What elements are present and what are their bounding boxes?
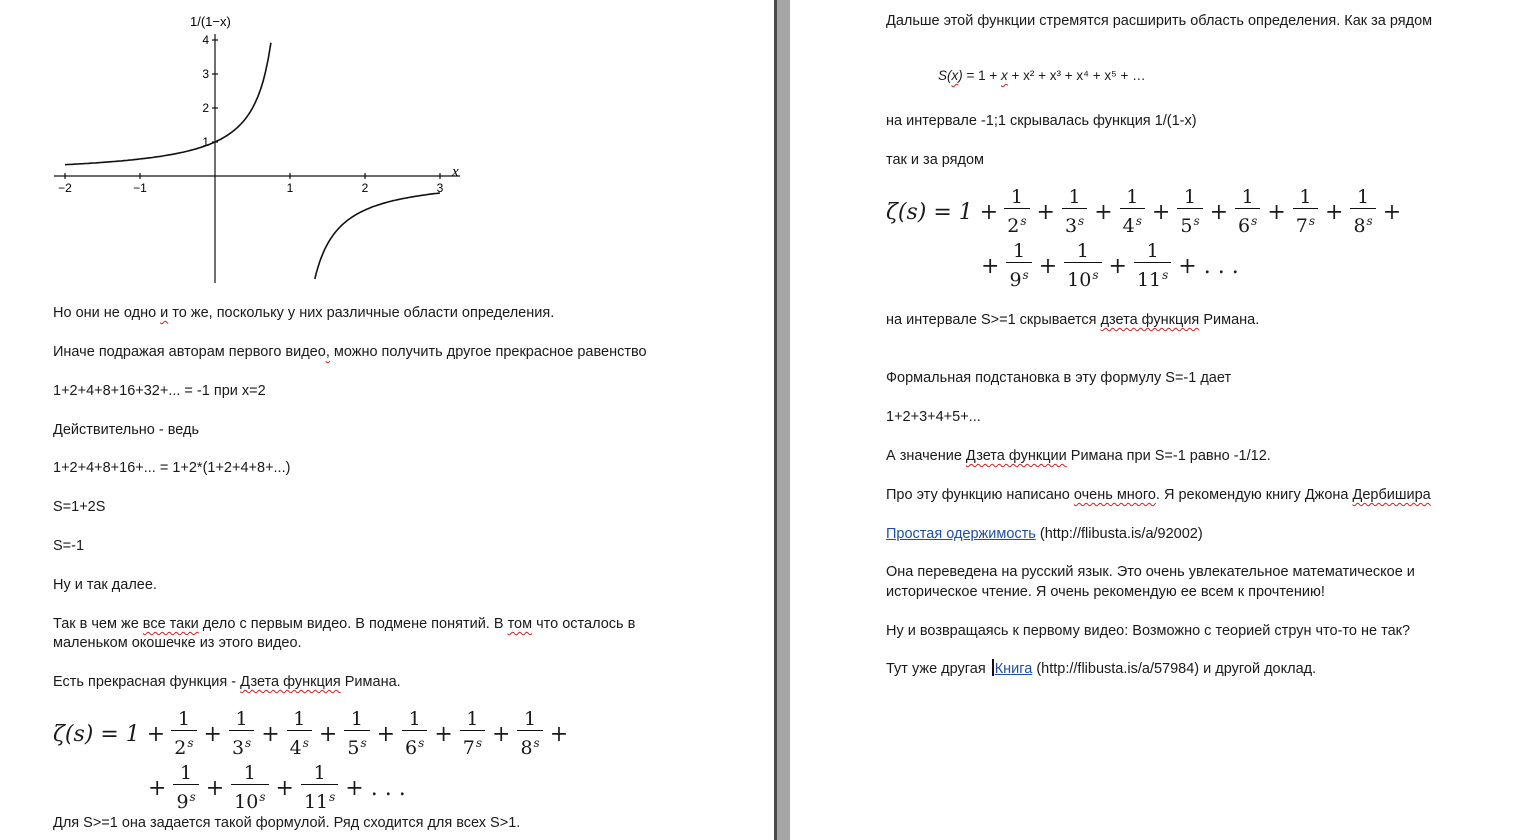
ellipsis: + . . .	[1178, 253, 1239, 279]
fraction-numerator: 1	[466, 708, 479, 730]
fraction-numerator: 1	[313, 762, 326, 784]
row1-fraction-0	[1004, 186, 1029, 238]
row1-fraction-5	[1293, 186, 1318, 238]
plus-sign: +	[205, 775, 225, 801]
x-tick-label: −1	[133, 181, 147, 195]
paragraph-book-link: Простая одержимость (http://flibusta.is/a/92002)	[886, 526, 1203, 542]
row1-fraction-2	[1120, 186, 1145, 238]
plus-sign: +	[1382, 199, 1402, 225]
row2-fraction-0	[173, 762, 198, 814]
fraction-denominator: 3$^s$	[1062, 208, 1087, 238]
paragraph-extend-domain: Дальше этой функции стремятся расширить область определения. Как за рядом	[886, 13, 1433, 29]
book-link-prime-obsession[interactable]: Простая одержимость	[886, 526, 1036, 542]
fraction-exponent: s	[360, 736, 367, 750]
fraction-denominator: 2$^s$	[1004, 208, 1029, 238]
equation-line-1: 1+2+4+8+16+32+... = -1 при x=2	[53, 383, 266, 399]
fraction-exponent: s	[245, 736, 252, 750]
fraction-denominator: 5$^s$	[344, 730, 369, 760]
fraction-exponent: s	[418, 736, 425, 750]
row1-fraction-6	[1350, 186, 1375, 238]
fraction-denominator: 10$^s$	[231, 784, 268, 814]
fraction-exponent: s	[1020, 214, 1027, 228]
paragraph-book-recommend: Про эту функцию написано очень много. Я рекомендую книгу Джона Дербишира	[886, 487, 1431, 503]
fraction-numerator: 1	[1146, 240, 1159, 262]
paragraph-translated-line-2: историческое чтение. Я очень рекомендую ее всем к прочтению!	[886, 584, 1325, 600]
fraction-denominator: 7$^s$	[1293, 208, 1318, 238]
graph-ticks	[58, 33, 444, 195]
plus-sign: +	[1325, 199, 1344, 225]
fraction-numerator: 1	[1357, 186, 1370, 208]
paragraph-question-line-2: маленьком окошечке из этого видео.	[53, 635, 302, 651]
plus-sign: +	[1036, 199, 1055, 225]
zeta-row-2	[978, 238, 1242, 294]
paragraph-translated-line-1: Она переведена на русский язык. Это очень увлекательное математическое и	[886, 564, 1415, 580]
fraction-numerator: 1	[1241, 186, 1254, 208]
plus-sign: +	[434, 721, 453, 747]
row1-fraction-1	[229, 708, 254, 760]
curve-branch-left	[65, 43, 271, 165]
plus-sign: +	[275, 775, 294, 801]
fraction-exponent: s	[1135, 214, 1142, 228]
paragraph-convergence: Для S>=1 она задается такой формулой. Ряд сходится для всех S>1.	[53, 815, 521, 831]
fraction-numerator: 1	[180, 762, 193, 784]
zeta-terms-row-1	[167, 708, 571, 760]
plus-sign: +	[1209, 199, 1229, 225]
fraction-denominator: 6$^s$	[402, 730, 427, 760]
paragraph-question-line-1: Так в чем же все таки дело с первым видео. В подмене понятий. В том что осталось в	[53, 616, 636, 632]
fraction-numerator: 1	[1068, 186, 1081, 208]
zeta-lhs: ζ(s) = 1 +	[53, 721, 166, 747]
fraction-numerator: 1	[177, 708, 190, 730]
y-tick-label: 2	[202, 101, 209, 115]
row2-fraction-1	[231, 762, 268, 814]
paragraph-and-behind: так и за рядом	[886, 152, 985, 168]
fraction-numerator: 1	[1183, 186, 1197, 208]
row2-fraction-2	[301, 762, 338, 814]
fraction-denominator: 10$^s$	[1064, 262, 1101, 292]
paragraph-substitution: Формальная подстановка в эту формулу S=-1 дает	[886, 370, 1232, 386]
text-cursor	[992, 659, 994, 676]
fraction-exponent: s	[1162, 268, 1169, 282]
paragraph-domains: Но они не одно и то же, поскольку у них различные области определения.	[53, 305, 555, 321]
y-tick-label: 4	[202, 33, 209, 47]
function-graph	[40, 8, 480, 288]
paragraph-another-book: Тут уже другая Книга (http://flibusta.is/a/57984) и другой доклад.	[886, 661, 1317, 677]
fraction-exponent: s	[259, 790, 266, 804]
fraction-exponent: s	[302, 736, 309, 750]
row1-fraction-0	[171, 708, 196, 760]
row2-fraction-0	[1006, 240, 1031, 292]
fraction-numerator: 1	[1010, 186, 1023, 208]
series-formula: S(x) = 1 + x + x² + x³ + x⁴ + x⁵ + …	[938, 68, 1146, 83]
fraction-exponent: s	[475, 736, 483, 750]
equation-sum-naturals: 1+2+3+4+5+...	[886, 409, 981, 425]
fraction-exponent: s	[1193, 214, 1200, 228]
fraction-denominator: 5$^s$	[1177, 208, 1202, 238]
fraction-numerator: 1	[243, 762, 256, 784]
fraction-exponent: s	[1022, 268, 1029, 282]
x-tick-label: −2	[58, 181, 72, 195]
row1-fraction-6	[517, 708, 542, 760]
fraction-exponent: s	[533, 736, 540, 750]
y-tick-label: 3	[202, 67, 209, 81]
plus-sign: +	[981, 253, 1000, 279]
equation-line-3: S=1+2S	[53, 499, 106, 515]
equation-line-2: 1+2+4+8+16+... = 1+2*(1+2+4+8+...)	[53, 460, 291, 476]
plus-sign: +	[1267, 199, 1286, 225]
row1-fraction-4	[1235, 186, 1260, 238]
fraction-denominator: 3$^s$	[229, 730, 254, 760]
curve-branch-right	[315, 193, 440, 279]
graph-x-label: x	[452, 164, 459, 180]
graph-y-label: 1/(1−x)	[190, 14, 231, 29]
fraction-exponent: s	[1078, 214, 1085, 228]
zeta-lhs: ζ(s) = 1 +	[886, 199, 999, 225]
fraction-exponent: s	[329, 790, 336, 804]
fraction-exponent: s	[1251, 214, 1258, 228]
zeta-terms-row-1	[1000, 186, 1404, 238]
paragraph-zeta-hidden: на интервале S>=1 скрывается дзета функция Римана.	[886, 312, 1260, 328]
plus-sign: +	[1151, 199, 1171, 225]
fraction-denominator: 11$^s$	[301, 784, 338, 814]
plus-sign: +	[203, 721, 222, 747]
equation-line-4: S=-1	[53, 538, 85, 554]
x-tick-label: 1	[286, 181, 294, 195]
zeta-row-1	[886, 184, 1404, 240]
fraction-numerator: 1	[1013, 240, 1026, 262]
fraction-exponent: s	[187, 736, 194, 750]
row2-fraction-1	[1064, 240, 1101, 292]
page-divider	[774, 0, 790, 840]
plus-sign: +	[261, 721, 280, 747]
fraction-denominator: 11$^s$	[1134, 262, 1171, 292]
fraction-numerator: 1	[1076, 240, 1089, 262]
plus-sign: +	[1038, 253, 1058, 279]
paragraph-zeta-value: А значение Дзета функции Римана при S=-1 равно -1/12.	[886, 448, 1271, 464]
fraction-denominator: 9$^s$	[173, 784, 198, 814]
zeta-terms-row-2	[978, 240, 1242, 292]
paragraph-zeta-intro: Есть прекрасная функция - Дзета функция Римана.	[53, 674, 401, 690]
paragraph-interval-hidden: на интервале -1;1 скрывалась функция 1/(1-x)	[886, 113, 1197, 129]
fraction-numerator: 1	[1299, 186, 1312, 208]
fraction-numerator: 1	[293, 708, 306, 730]
fraction-denominator: 2$^s$	[171, 730, 196, 760]
fraction-exponent: s	[1308, 214, 1316, 228]
fraction-numerator: 1	[1126, 186, 1139, 208]
fraction-numerator: 1	[524, 708, 537, 730]
plus-sign: +	[549, 721, 569, 747]
plus-sign: +	[376, 721, 396, 747]
row1-fraction-3	[1177, 186, 1202, 238]
fraction-denominator: 9$^s$	[1006, 262, 1031, 292]
paragraph-imitating: Иначе подражая авторам первого видео, можно получить другое прекрасное равенство	[53, 344, 647, 360]
plus-sign: +	[148, 775, 167, 801]
row1-fraction-4	[402, 708, 427, 760]
plus-sign: +	[1108, 253, 1127, 279]
fraction-exponent: s	[1366, 214, 1373, 228]
plus-sign: +	[318, 721, 338, 747]
fraction-numerator: 1	[408, 708, 421, 730]
x-tick-label: 3	[436, 181, 444, 195]
row1-fraction-1	[1062, 186, 1087, 238]
fraction-numerator: 1	[350, 708, 364, 730]
x-tick-label: 2	[361, 181, 369, 195]
fraction-exponent: s	[1092, 268, 1099, 282]
paragraph-indeed: Действительно - ведь	[53, 422, 200, 438]
ellipsis: + . . .	[345, 775, 406, 801]
fraction-exponent: s	[189, 790, 196, 804]
paragraph-and-so-on: Ну и так далее.	[53, 577, 157, 593]
fraction-denominator: 8$^s$	[517, 730, 542, 760]
row1-fraction-3	[344, 708, 369, 760]
book-link-kniga[interactable]: Книга	[994, 661, 1033, 677]
row1-fraction-2	[287, 708, 312, 760]
plus-sign: +	[492, 721, 511, 747]
fraction-denominator: 8$^s$	[1350, 208, 1375, 238]
row1-fraction-5	[460, 708, 485, 760]
zeta-formula-right	[886, 184, 1402, 296]
zeta-row-2	[145, 760, 409, 816]
fraction-denominator: 7$^s$	[460, 730, 485, 760]
row2-fraction-2	[1134, 240, 1171, 292]
fraction-denominator: 4$^s$	[1120, 208, 1145, 238]
zeta-terms-row-2	[145, 762, 409, 814]
graph-axes	[54, 34, 460, 283]
zeta-row-1	[53, 706, 571, 762]
fraction-denominator: 4$^s$	[287, 730, 312, 760]
zeta-formula-left	[53, 706, 569, 818]
plus-sign: +	[1094, 199, 1113, 225]
y-tick-label: 1	[202, 135, 209, 149]
document-page-right[interactable]	[790, 0, 1522, 840]
fraction-numerator: 1	[235, 708, 248, 730]
paragraph-string-theory: Ну и возвращаясь к первому видео: Возможно с теорией струн что-то не так?	[886, 623, 1411, 639]
fraction-denominator: 6$^s$	[1235, 208, 1260, 238]
